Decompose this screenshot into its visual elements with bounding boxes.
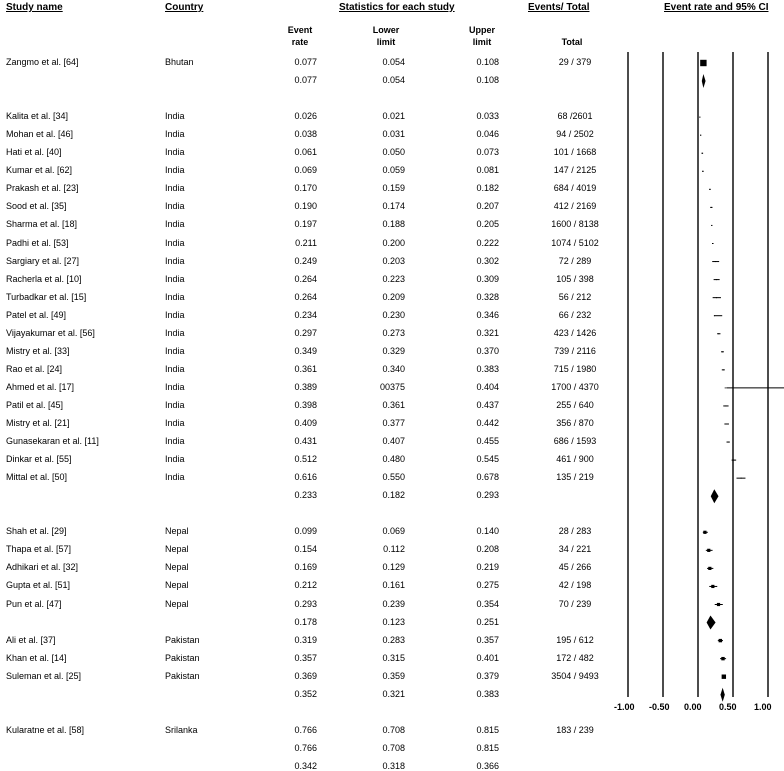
study-country: India bbox=[165, 183, 185, 194]
events-total-value: 135 / 219 bbox=[556, 472, 594, 483]
upper-limit-value: 0.379 bbox=[476, 670, 499, 681]
event-rate-value: 0.099 bbox=[294, 526, 317, 537]
lower-limit-value: 0.159 bbox=[382, 183, 405, 194]
study-marker bbox=[741, 478, 742, 479]
event-rate-value: 0.061 bbox=[294, 147, 317, 158]
x-tick-label: -1.00 bbox=[614, 702, 635, 712]
events-total-value: 255 / 640 bbox=[556, 399, 594, 410]
events-total-value: 42 / 198 bbox=[558, 580, 592, 591]
study-name: Hati et al. [40] bbox=[6, 147, 62, 158]
study-name: Vijayakumar et al. [56] bbox=[6, 327, 95, 338]
study-name: Gunasekaran et al. [11] bbox=[6, 436, 99, 447]
event-rate-value: 0.293 bbox=[294, 598, 317, 609]
lower-limit-value: 0.480 bbox=[382, 454, 405, 465]
event-rate-value: 0.233 bbox=[294, 490, 317, 501]
study-country: India bbox=[165, 381, 185, 392]
lower-limit-value: 0.182 bbox=[382, 490, 405, 501]
study-country: Nepal bbox=[165, 580, 189, 591]
lower-limit-value: 0.021 bbox=[382, 111, 405, 122]
upper-limit-value: 0.346 bbox=[476, 309, 499, 320]
header-country: Country bbox=[165, 2, 204, 13]
x-tick-label: 0.50 bbox=[719, 702, 737, 712]
lower-limit-value: 0.329 bbox=[382, 345, 405, 356]
lower-limit-value: 0.321 bbox=[382, 688, 405, 699]
events-total-value: 684 / 4019 bbox=[553, 183, 597, 194]
study-country: India bbox=[165, 147, 185, 158]
lower-limit-value: 0.203 bbox=[382, 255, 405, 266]
upper-limit-value: 0.033 bbox=[476, 111, 499, 122]
upper-limit-value: 0.404 bbox=[476, 381, 499, 392]
study-marker bbox=[719, 639, 722, 642]
events-total-value: 101 / 1668 bbox=[553, 147, 597, 158]
upper-limit-value: 0.437 bbox=[476, 399, 499, 410]
event-rate-value: 0.342 bbox=[294, 760, 317, 771]
events-total-value: 3504 / 9493 bbox=[551, 670, 599, 681]
lower-limit-value: 0.315 bbox=[382, 652, 405, 663]
upper-limit-value: 0.205 bbox=[476, 219, 499, 230]
upper-limit-value: 0.354 bbox=[476, 598, 499, 609]
x-tick-label: 0.00 bbox=[684, 702, 702, 712]
lower-limit-value: 0.123 bbox=[382, 616, 405, 627]
study-country: India bbox=[165, 418, 185, 428]
study-name: Sood et al. [35] bbox=[6, 201, 67, 212]
lower-limit-value: 0.223 bbox=[382, 273, 405, 284]
lower-limit-value: 0.054 bbox=[382, 75, 405, 86]
upper-limit-value: 0.370 bbox=[476, 345, 499, 356]
lower-limit-value: 0.407 bbox=[382, 436, 405, 447]
events-total-value: 356 / 870 bbox=[556, 418, 594, 428]
summary-diamond bbox=[702, 74, 706, 88]
lower-limit-value: 0.129 bbox=[382, 562, 405, 573]
event-rate-value: 0.398 bbox=[294, 399, 317, 410]
event-rate-value: 0.264 bbox=[294, 291, 317, 302]
header-statistics: Statistics for each study bbox=[339, 2, 455, 13]
study-marker bbox=[726, 424, 727, 425]
study-name: Thapa et al. [57] bbox=[6, 544, 72, 555]
study-marker bbox=[721, 657, 724, 660]
lower-limit-value: 0.708 bbox=[382, 742, 405, 753]
subheader-total: Total bbox=[561, 37, 583, 47]
lower-limit-value: 0.188 bbox=[382, 219, 405, 230]
study-marker bbox=[725, 387, 726, 388]
study-name: Rao et al. [24] bbox=[6, 363, 63, 374]
study-name: Ali et al. [37] bbox=[6, 634, 56, 645]
study-country: India bbox=[165, 291, 185, 302]
event-rate-value: 0.369 bbox=[294, 670, 317, 681]
study-marker bbox=[709, 189, 710, 190]
lower-limit-value: 0.031 bbox=[382, 129, 405, 140]
study-name: Mohan et al. [46] bbox=[6, 129, 74, 140]
study-name: Zangmo et al. [64] bbox=[6, 57, 79, 67]
upper-limit-value: 0.678 bbox=[476, 472, 499, 483]
event-rate-value: 0.069 bbox=[294, 165, 317, 176]
lower-limit-value: 0.200 bbox=[382, 237, 405, 248]
upper-limit-value: 0.302 bbox=[476, 255, 499, 266]
upper-limit-value: 0.383 bbox=[476, 688, 499, 699]
subheader-rate: rate bbox=[291, 37, 309, 47]
study-country: India bbox=[165, 345, 185, 356]
events-total-value: 195 / 612 bbox=[556, 634, 594, 645]
lower-limit-value: 0.161 bbox=[382, 580, 405, 591]
lower-limit-value: 0.209 bbox=[382, 291, 405, 302]
upper-limit-value: 0.815 bbox=[476, 724, 499, 735]
study-country: India bbox=[165, 472, 185, 483]
events-total-value: 739 / 2116 bbox=[554, 345, 596, 356]
study-name: Prakash et al. [23] bbox=[6, 183, 79, 194]
lower-limit-value: 0.359 bbox=[382, 670, 405, 681]
events-total-value: 45 / 266 bbox=[558, 562, 592, 573]
lower-limit-value: 0.377 bbox=[382, 418, 405, 428]
study-name: Racherla et al. [10] bbox=[6, 273, 82, 284]
upper-limit-value: 0.208 bbox=[476, 544, 499, 555]
event-rate-value: 0.431 bbox=[294, 436, 317, 447]
study-marker bbox=[728, 442, 729, 443]
upper-limit-value: 0.309 bbox=[476, 273, 499, 284]
study-name: Gupta et al. [51] bbox=[6, 580, 71, 591]
event-rate-value: 0.409 bbox=[294, 418, 317, 428]
study-country: Pakistan bbox=[165, 670, 200, 681]
lower-limit-value: 0.273 bbox=[382, 327, 405, 338]
summary-diamond bbox=[707, 616, 716, 630]
upper-limit-value: 0.251 bbox=[476, 616, 499, 627]
upper-limit-value: 0.455 bbox=[476, 436, 499, 447]
study-country: India bbox=[165, 399, 185, 410]
lower-limit-value: 0.230 bbox=[382, 309, 405, 320]
event-rate-value: 0.211 bbox=[295, 237, 317, 248]
upper-limit-value: 0.207 bbox=[476, 201, 499, 212]
study-name: Adhikari et al. [32] bbox=[6, 562, 79, 573]
events-total-value: 66 / 232 bbox=[558, 309, 592, 320]
event-rate-value: 0.197 bbox=[294, 219, 317, 230]
study-marker bbox=[711, 225, 712, 226]
event-rate-value: 0.234 bbox=[294, 309, 317, 320]
event-rate-value: 0.154 bbox=[294, 544, 317, 555]
study-country: India bbox=[165, 273, 185, 284]
study-name: Sharma et al. [18] bbox=[6, 219, 78, 230]
study-name: Mistry et al. [33] bbox=[6, 345, 70, 356]
study-marker bbox=[722, 351, 723, 352]
study-name: Patil et al. [45] bbox=[6, 399, 64, 410]
study-marker bbox=[702, 171, 703, 172]
header-forest: Event rate and 95% CI bbox=[664, 2, 769, 13]
lower-limit-value: 0.174 bbox=[382, 201, 405, 212]
event-rate-value: 0.170 bbox=[294, 183, 317, 194]
events-total-value: 70 / 239 bbox=[558, 598, 592, 609]
study-marker bbox=[718, 333, 719, 334]
header-events-total: Events/ Total bbox=[528, 2, 590, 13]
study-name: Mistry et al. [21] bbox=[6, 418, 70, 428]
lower-limit-value: 00375 bbox=[379, 381, 405, 392]
study-country: Nepal bbox=[165, 562, 189, 573]
study-name: Shah et al. [29] bbox=[6, 526, 67, 537]
upper-limit-value: 0.401 bbox=[476, 652, 499, 663]
study-country: India bbox=[165, 219, 185, 230]
study-marker bbox=[715, 261, 716, 262]
study-country: India bbox=[165, 201, 185, 212]
event-rate-value: 0.077 bbox=[294, 57, 317, 67]
study-country: Bhutan bbox=[165, 57, 194, 67]
event-rate-value: 0.026 bbox=[294, 111, 317, 122]
study-marker bbox=[716, 279, 717, 280]
study-marker bbox=[711, 585, 714, 588]
lower-limit-value: 0.050 bbox=[382, 147, 405, 158]
event-rate-value: 0.038 bbox=[294, 129, 317, 140]
lower-limit-value: 0.318 bbox=[382, 760, 405, 771]
study-marker bbox=[711, 207, 712, 208]
events-total-value: 72 / 289 bbox=[558, 255, 592, 266]
study-country: India bbox=[165, 327, 185, 338]
events-total-value: 461 / 900 bbox=[556, 454, 594, 465]
events-total-value: 56 / 212 bbox=[558, 291, 592, 302]
events-total-value: 1074 / 5102 bbox=[551, 237, 599, 248]
upper-limit-value: 0.321 bbox=[476, 327, 499, 338]
study-marker bbox=[714, 315, 715, 316]
study-name: Mittal et al. [50] bbox=[6, 472, 68, 483]
events-total-value: 172 / 482 bbox=[556, 652, 594, 663]
study-country: Nepal bbox=[165, 544, 189, 555]
study-name: Turbadkar et al. [15] bbox=[6, 291, 87, 302]
lower-limit-value: 0.239 bbox=[382, 598, 405, 609]
upper-limit-value: 0.442 bbox=[476, 418, 499, 428]
lower-limit-value: 0.550 bbox=[382, 472, 405, 483]
subheader-upper-limit: limit bbox=[472, 37, 492, 47]
events-total-value: 183 / 239 bbox=[556, 724, 594, 735]
events-total-value: 715 / 1980 bbox=[553, 363, 597, 374]
event-rate-value: 0.361 bbox=[294, 363, 317, 374]
upper-limit-value: 0.545 bbox=[476, 454, 499, 465]
study-marker bbox=[712, 243, 713, 244]
study-marker bbox=[725, 405, 726, 406]
upper-limit-value: 0.383 bbox=[476, 363, 499, 374]
upper-limit-value: 0.046 bbox=[476, 129, 499, 140]
events-total-value: 423 / 1426 bbox=[553, 327, 597, 338]
upper-limit-value: 0.108 bbox=[476, 57, 499, 67]
event-rate-value: 0.212 bbox=[294, 580, 317, 591]
events-total-value: 412 / 2169 bbox=[553, 201, 597, 212]
events-total-value: 28 / 283 bbox=[558, 526, 592, 537]
event-rate-value: 0.297 bbox=[294, 327, 317, 338]
upper-limit-value: 0.366 bbox=[476, 760, 499, 771]
study-name: Dinkar et al. [55] bbox=[6, 454, 72, 465]
event-rate-value: 0.512 bbox=[294, 454, 317, 465]
event-rate-value: 0.264 bbox=[294, 273, 317, 284]
study-country: Nepal bbox=[165, 598, 189, 609]
study-marker bbox=[700, 135, 701, 136]
study-country: India bbox=[165, 111, 185, 122]
study-name: Suleman et al. [25] bbox=[6, 670, 82, 681]
study-name: Patel et al. [49] bbox=[6, 309, 67, 320]
events-total-value: 34 / 221 bbox=[558, 544, 592, 555]
study-marker bbox=[717, 603, 720, 606]
subheader-lower: Lower bbox=[372, 25, 400, 35]
study-marker bbox=[702, 153, 703, 154]
upper-limit-value: 0.275 bbox=[476, 580, 499, 591]
event-rate-value: 0.766 bbox=[294, 724, 317, 735]
events-total-value: 68 /2601 bbox=[557, 111, 593, 122]
event-rate-value: 0.389 bbox=[294, 381, 317, 392]
event-rate-value: 0.616 bbox=[294, 472, 317, 483]
study-name: Kalita et al. [34] bbox=[6, 111, 69, 122]
x-tick-label: 1.00 bbox=[754, 702, 772, 712]
lower-limit-value: 0.283 bbox=[382, 634, 405, 645]
lower-limit-value: 0.340 bbox=[382, 363, 405, 374]
study-marker bbox=[700, 60, 706, 66]
upper-limit-value: 0.328 bbox=[476, 291, 499, 302]
lower-limit-value: 0.054 bbox=[382, 57, 405, 67]
study-marker bbox=[699, 117, 700, 118]
event-rate-value: 0.352 bbox=[294, 688, 317, 699]
study-name: Ahmed et al. [17] bbox=[6, 381, 75, 392]
event-rate-value: 0.249 bbox=[294, 255, 317, 266]
study-country: India bbox=[165, 454, 185, 465]
upper-limit-value: 0.081 bbox=[476, 165, 499, 176]
upper-limit-value: 0.293 bbox=[476, 490, 499, 501]
lower-limit-value: 0.708 bbox=[382, 724, 405, 735]
study-marker bbox=[722, 675, 726, 679]
study-marker bbox=[708, 567, 711, 570]
lower-limit-value: 0.112 bbox=[383, 544, 405, 555]
subheader-upper: Upper bbox=[468, 25, 495, 35]
subheader-event: Event bbox=[287, 25, 313, 35]
event-rate-value: 0.190 bbox=[294, 201, 317, 212]
events-total-value: 147 / 2125 bbox=[553, 165, 597, 176]
x-tick-label: -0.50 bbox=[649, 702, 670, 712]
event-rate-value: 0.178 bbox=[294, 616, 317, 627]
events-total-value: 1600 / 8138 bbox=[551, 219, 599, 230]
events-total-value: 686 / 1593 bbox=[553, 436, 597, 447]
event-rate-value: 0.169 bbox=[294, 562, 317, 573]
study-country: Pakistan bbox=[165, 634, 200, 645]
event-rate-value: 0.766 bbox=[294, 742, 317, 753]
upper-limit-value: 0.222 bbox=[476, 237, 499, 248]
study-country: Pakistan bbox=[165, 652, 200, 663]
lower-limit-value: 0.069 bbox=[382, 526, 405, 537]
summary-diamond bbox=[711, 489, 719, 503]
upper-limit-value: 0.140 bbox=[476, 526, 499, 537]
upper-limit-value: 0.219 bbox=[476, 562, 499, 573]
study-country: Nepal bbox=[165, 526, 189, 537]
lower-limit-value: 0.361 bbox=[382, 399, 405, 410]
study-country: India bbox=[165, 255, 185, 266]
header-study-name: Study name bbox=[6, 2, 63, 13]
lower-limit-value: 0.059 bbox=[382, 165, 405, 176]
event-rate-value: 0.319 bbox=[294, 634, 317, 645]
study-country: India bbox=[165, 237, 185, 248]
events-total-value: 29 / 379 bbox=[558, 57, 592, 67]
study-marker bbox=[723, 369, 724, 370]
study-name: Khan et al. [14] bbox=[6, 652, 67, 663]
event-rate-value: 0.357 bbox=[294, 652, 317, 663]
upper-limit-value: 0.357 bbox=[476, 634, 499, 645]
study-name: Padhi et al. [53] bbox=[6, 237, 69, 248]
events-total-value: 105 / 398 bbox=[556, 273, 594, 284]
upper-limit-value: 0.073 bbox=[476, 147, 499, 158]
study-country: India bbox=[165, 363, 185, 374]
events-total-value: 1700 / 4370 bbox=[551, 381, 599, 392]
study-country: India bbox=[165, 309, 185, 320]
study-name: Sargiary et al. [27] bbox=[6, 255, 80, 266]
study-marker bbox=[733, 460, 734, 461]
study-name: Kumar et al. [62] bbox=[6, 165, 73, 176]
upper-limit-value: 0.182 bbox=[476, 183, 499, 194]
study-marker bbox=[716, 297, 717, 298]
event-rate-value: 0.349 bbox=[294, 345, 317, 356]
upper-limit-value: 0.108 bbox=[476, 75, 499, 86]
study-country: Srilanka bbox=[165, 724, 198, 735]
upper-limit-value: 0.815 bbox=[476, 742, 499, 753]
summary-diamond bbox=[720, 688, 724, 702]
study-country: India bbox=[165, 165, 185, 176]
events-total-value: 94 / 2502 bbox=[556, 129, 594, 140]
study-country: India bbox=[165, 436, 185, 447]
subheader-lower-limit: limit bbox=[376, 37, 396, 47]
study-marker bbox=[703, 531, 706, 534]
event-rate-value: 0.077 bbox=[294, 75, 317, 86]
study-name: Pun et al. [47] bbox=[6, 598, 62, 609]
study-name: Kularatne et al. [58] bbox=[6, 724, 85, 735]
study-country: India bbox=[165, 129, 185, 140]
study-marker bbox=[707, 549, 710, 552]
